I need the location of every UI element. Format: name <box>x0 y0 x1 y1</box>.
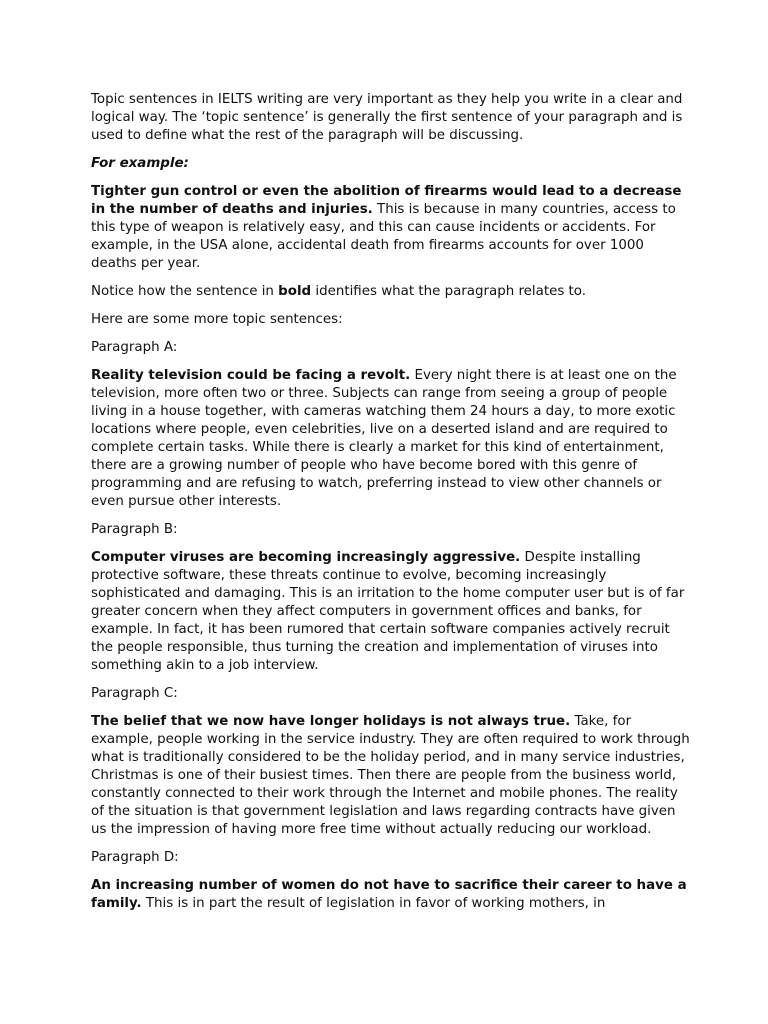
paragraph-c <box>91 713 691 839</box>
more-topic-sentences-line: Here are some more topic sentences: <box>91 312 343 327</box>
paragraph-c-body: Take, for example, people working in the service industry. They are often required to work through what is traditionally considered to be the holiday period, and in many service industries, Christmas is one of their busiest times. Then there are people from the business world, constantly connected to their work through the Internet and mobile phones. The reality of the situation is that government legislation and laws regarding contracts have given us the impression of having more free time without actually reducing our workload. <box>91 714 690 837</box>
paragraph-b-topic-sentence: Computer viruses are becoming increasingly aggressive. <box>91 550 521 565</box>
notice-text-before: Notice how the sentence in <box>91 284 279 299</box>
notice-bold-word: bold <box>278 284 312 299</box>
intro-paragraph: Topic sentences in IELTS writing are very important as they help you write in a clear and logical way. The ‘topic sentence’ is generally the first sentence of your paragraph and is used to define what the rest of the paragraph will be discussing. <box>91 92 683 143</box>
paragraph-c-label: Paragraph C: <box>91 686 178 701</box>
for-example-heading <box>91 155 691 173</box>
paragraph-a <box>91 367 691 511</box>
paragraph-c-topic-sentence: The belief that we now have longer holidays is not always true. <box>91 714 571 729</box>
paragraph-b-label: Paragraph B: <box>91 522 178 537</box>
paragraph-a-body: Every night there is at least one on the television, more often two or three. Subjects can range from seeing a group of people living in a house together, with cameras watching them 24 hours a day, to more exotic locations where people, even celebrities, live on a deserted island and are required to complete certain tasks. While there is clearly a market for this kind of entertainment, there are a growing number of people who have become bored with this genre of programming and are refusing to watch, preferring instead to view other channels or even pursue other interests. <box>91 368 677 509</box>
for-example-label: For example: <box>91 156 189 171</box>
paragraph-d-body: This is in part the result of legislation in favor of working mothers, in <box>141 896 606 911</box>
paragraph-d-label: Paragraph D: <box>91 850 179 865</box>
example-topic-sentence: Tighter gun control or even the abolition of firearms would lead to a decrease in the number of deaths and injuries. <box>91 184 682 217</box>
notice-paragraph <box>91 283 691 301</box>
document-body <box>91 91 691 923</box>
paragraph-d-topic-sentence: An increasing number of women do not have to sacrifice their career to have a family. <box>91 878 687 911</box>
example-body: This is because in many countries, access to this type of weapon is relatively easy, and this can cause incidents or accidents. For example, in the USA alone, accidental death from firearms accounts for over 1000 deaths per year. <box>91 202 676 271</box>
example-paragraph <box>91 183 691 273</box>
paragraph-b-body: Despite installing protective software, these threats continue to evolve, becoming increasingly sophisticated and damaging. This is an irritation to the home computer user but is of far greater concern when they affect computers in government offices and banks, for example. In fact, it has been rumored that certain software companies actively recruit the people responsible, thus turning the creation and implementation of viruses into something akin to a job interview. <box>91 550 685 673</box>
paragraph-a-topic-sentence: Reality television could be facing a revolt. <box>91 368 411 383</box>
paragraph-b <box>91 549 691 675</box>
paragraph-a-label: Paragraph A: <box>91 340 178 355</box>
paragraph-d <box>91 877 691 913</box>
notice-text-after: identifies what the paragraph relates to. <box>311 284 587 299</box>
